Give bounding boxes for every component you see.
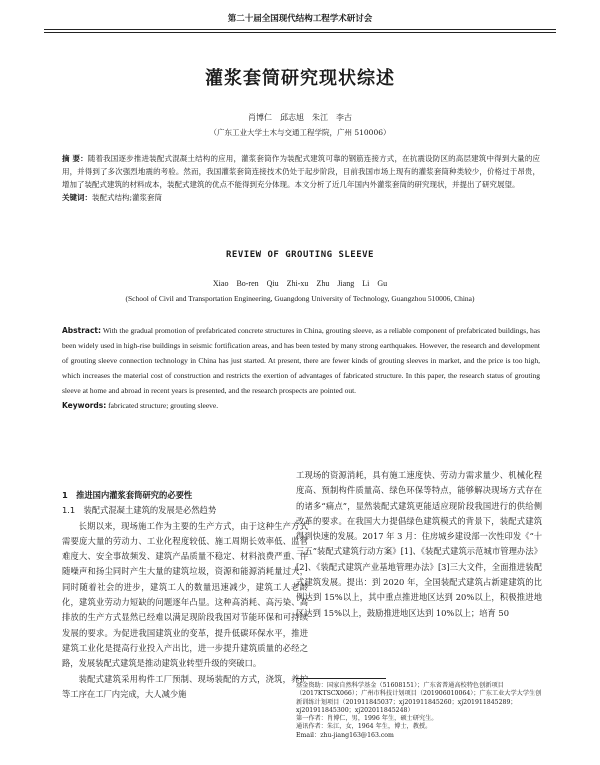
body-paragraph: 工现场的资源消耗，具有施工速度快、劳动力需求量少、机械化程度高、预制构件质量高、绿色环保等特点，能够解决现场方式存在的诸多“痛点”，显然装配式建筑更能适应现阶段我国进行的供给侧改革的要求。在我国大力提倡绿色建筑模式的背景下，装配式建筑得到快速的发展。2017 年 3 月：住房城乡建设部一次性印发《“十三五”装配式建筑行动方案》[1]、《装配式建筑示范城市管理办法》[2]、《装配式建筑产业基地管理办法》[3]三大文件，全面推进装配式建筑发展。提出：到 2020 年，全国装配式建筑占新建建筑的比例达到 15%以上，其中重点推进地区达到 20%以上，积极推进地区达到 15%以上，鼓励推进地区达到 10%以上；培育 50 — [296, 470, 542, 618]
footnote-corresponding-author: 通讯作者：朱江，女，1964 年生，博士，教授。 — [296, 723, 432, 731]
abstract-label-en: Abstract: — [62, 326, 102, 335]
body-column-right — [296, 468, 542, 621]
header-rule-thick — [44, 29, 556, 30]
english-authors: Xiao Bo-ren Qiu Zhi-xu Zhu Jiang Li Gu — [212, 279, 388, 288]
keywords-text-en: fabricated structure; grouting sleeve. — [108, 401, 219, 410]
footnote — [296, 682, 542, 740]
section-1-heading: 1 推进国内灌浆套筒研究的必要性 — [62, 490, 193, 500]
abstract-label-cn: 摘 要： — [62, 154, 88, 163]
keywords-label-en: Keywords: — [62, 401, 107, 410]
keywords-label-cn: 关键词： — [62, 193, 92, 202]
abstract-text-en: With the gradual promotion of prefabricated concrete structures in China, grouting sleeve, as a reliable component of prefabricated buildings, has been widely used in high-rise buildings in seismic fortification areas, and has been tested by many strong earthquakes. However, the research and development of grouting sleeve connection technology in China has just started. At present, there are fewer kinds of grouting sleeves in market, and the price is too high, which increases the material cost of construction and restricts the exertion of advantages of fabricated structure. In this paper, the research status of grouting sleeve at home and abroad in recent years is presented, and the research prospects are pointed out. — [62, 326, 540, 395]
footnote-rule — [296, 678, 386, 679]
english-title: REVIEW OF GROUTING SLEEVE — [226, 250, 374, 260]
body-column-left — [62, 468, 308, 702]
chinese-authors: 肖博仁 邱志旭 朱江 李古 — [248, 113, 352, 122]
english-affiliation: (School of Civil and Transportation Engineering, Guangdong University of Technology, Guangzhou 510006, China) — [125, 294, 475, 303]
abstract-text-cn: 随着我国逐步推进装配式混凝土结构的应用，灌浆套筒作为装配式建筑可靠的钢筋连接方式，在抗震设防区的高层建筑中得到大量的应用，并得到了多次强烈地震的考验。然而，我国灌浆套筒连接技术仍处于起步阶段，目前我国市场上现有的灌浆套筒种类较少，价格过于昂贵，增加了装配式建筑的材料成本，装配式建筑的优点不能得到充分体现。本文分析了近几年国内外灌浆套筒的研究现状，并提出了研究展望。 — [62, 154, 540, 189]
chinese-abstract — [62, 152, 540, 204]
body-paragraph: 长期以来，现场施工作为主要的生产方式，由于这种生产方式需要庞大量的劳动力、工业化程度较低、施工周期长效率低、监管难度大、安全事故频发、建筑产品质量不稳定、材料浪费严重、伴随噪声和扬尘同时产生大量的建筑垃圾，资源和能源消耗量过大，同时随着社会的进步，建筑工人的数量迅速减少，建筑工人老龄化，建筑业劳动力短缺的问题逐年凸显。这种高消耗、高污染、高排放的生产方式显然已经难以满足现阶段我国对节能环保和可持续发展的要求。为促进我国建筑业的变革，提升低碳环保水平，推进建筑工业化是提高行业投入产出比，进一步提升建筑质量的必经之路，发展装配式建筑是推动建筑业转型升级的突破口。 — [62, 520, 308, 669]
header-rule-thin — [44, 32, 556, 33]
footnote-first-author: 第一作者：肖博仁，男，1996 年生，硕士研究生。 — [296, 715, 438, 723]
subsection-1-1-heading: 1.1 装配式混凝土建筑的发展是必然趋势 — [62, 505, 217, 516]
keywords-text-cn: 装配式结构;灌浆套筒 — [92, 193, 163, 202]
running-head: 第二十届全国现代结构工程学术研讨会 — [227, 14, 373, 24]
footnote-email: Email：zhu-jiang163@163.com — [296, 731, 394, 739]
footnote-funding: 基金资助：国家自然科学基金（51608151）；广东省普通高校特色创新项目（2017KTSCX066）；广州市科技计划项目（201906010064）；广东工业大学大学生创新训练计划项目（201911845037；xj201911845260；xj201911845289；xj201911845300；xj202011845248） — [296, 682, 542, 714]
chinese-title: 灌浆套筒研究现状综述 — [205, 68, 395, 89]
english-abstract — [62, 323, 540, 413]
body-paragraph: 装配式建筑采用构件工厂预制、现场装配的方式，浇筑，养护等工序在工厂内完成，大人减少施 — [62, 673, 308, 699]
chinese-affiliation: （广东工业大学土木与交通工程学院，广州 510006） — [209, 128, 391, 137]
